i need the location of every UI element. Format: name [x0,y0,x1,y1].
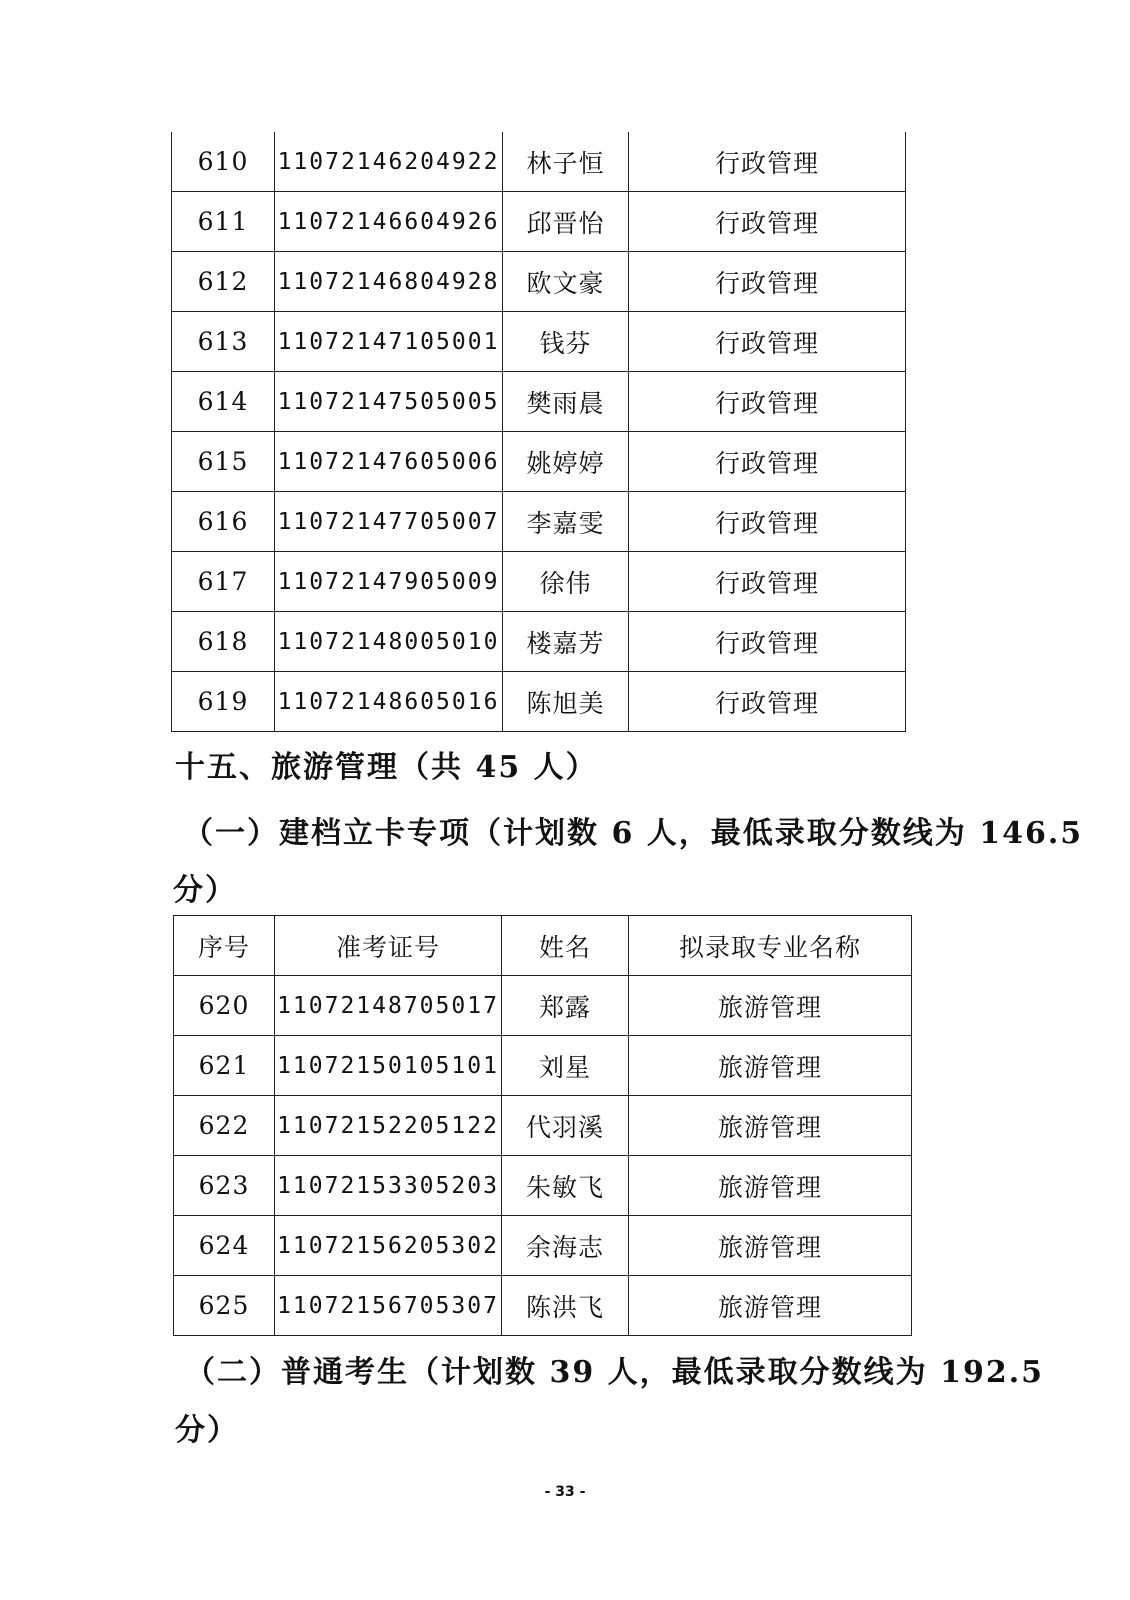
cell-exam-id: 11072156205302 [275,1216,502,1276]
table-row [172,252,906,312]
table-row [174,1156,912,1216]
cell-major: 行政管理 [629,612,906,672]
cell-exam-id: 11072147105001 [275,312,503,372]
cell-no: 613 [172,312,275,372]
cell-major: 行政管理 [629,552,906,612]
cell-no: 615 [172,432,275,492]
table-row [174,976,912,1036]
subsection-heading-special-line1: （一）建档立卡专项（计划数 6 人，最低录取分数线为 146.5 [183,816,1084,851]
table-row [174,1036,912,1096]
cell-major: 行政管理 [629,372,906,432]
cell-name: 郑露 [502,976,629,1036]
cell-exam-id: 11072146804928 [275,252,503,312]
cell-name: 陈旭美 [503,672,629,732]
cell-exam-id: 11072148005010 [275,612,503,672]
cell-major: 行政管理 [629,132,906,192]
table-row [172,672,906,732]
table-row [172,192,906,252]
cell-name: 樊雨晨 [503,372,629,432]
table-row [172,552,906,612]
cell-name: 钱芬 [503,312,629,372]
cell-name: 林子恒 [503,132,629,192]
cell-exam-id: 11072147605006 [275,432,503,492]
header-name: 姓名 [502,916,629,976]
subsection-heading-regular-line1: （二）普通考生（计划数 39 人，最低录取分数线为 192.5 [185,1355,1045,1390]
cell-no: 610 [172,132,275,192]
table-body [172,132,906,732]
cell-exam-id: 11072153305203 [275,1156,502,1216]
cell-name: 陈洪飞 [502,1276,629,1336]
cell-name: 徐伟 [503,552,629,612]
cell-major: 行政管理 [629,672,906,732]
cell-exam-id: 11072156705307 [275,1276,502,1336]
cell-name: 朱敏飞 [502,1156,629,1216]
cell-major: 行政管理 [629,432,906,492]
cell-no: 624 [174,1216,275,1276]
admission-table-tourism-mgmt [173,915,912,1336]
cell-name: 欧文豪 [503,252,629,312]
cell-major: 旅游管理 [629,976,912,1036]
cell-major: 行政管理 [629,312,906,372]
cell-exam-id: 11072148605016 [275,672,503,732]
header-exam-id: 准考证号 [275,916,502,976]
header-no: 序号 [174,916,275,976]
cell-no: 620 [174,976,275,1036]
cell-major: 行政管理 [629,252,906,312]
table-row [174,1276,912,1336]
cell-major: 行政管理 [629,492,906,552]
table-row [174,1216,912,1276]
cell-no: 618 [172,612,275,672]
table-body [174,976,912,1336]
table-row [172,312,906,372]
cell-exam-id: 11072146204922 [275,132,503,192]
cell-no: 619 [172,672,275,732]
section-heading-tourism: 十五、旅游管理（共 45 人） [175,750,598,785]
table-header-row [174,916,912,976]
cell-no: 614 [172,372,275,432]
cell-no: 623 [174,1156,275,1216]
cell-exam-id: 11072148705017 [275,976,502,1036]
cell-exam-id: 11072147905009 [275,552,503,612]
table-row [174,1096,912,1156]
cell-name: 余海志 [502,1216,629,1276]
cell-no: 616 [172,492,275,552]
cell-exam-id: 11072147705007 [275,492,503,552]
cell-no: 612 [172,252,275,312]
cell-no: 617 [172,552,275,612]
table-row [172,372,906,432]
cell-major: 旅游管理 [629,1036,912,1096]
cell-major: 旅游管理 [629,1156,912,1216]
table-row [172,612,906,672]
cell-major: 旅游管理 [629,1096,912,1156]
cell-major: 旅游管理 [629,1276,912,1336]
cell-major: 行政管理 [629,192,906,252]
cell-name: 邱晋怡 [503,192,629,252]
page-number: - 33 - [544,1484,586,1500]
cell-exam-id: 11072150105101 [275,1036,502,1096]
cell-exam-id: 11072146604926 [275,192,503,252]
cell-name: 李嘉雯 [503,492,629,552]
cell-name: 刘星 [502,1036,629,1096]
cell-major: 旅游管理 [629,1216,912,1276]
cell-no: 625 [174,1276,275,1336]
cell-no: 621 [174,1036,275,1096]
cell-exam-id: 11072147505005 [275,372,503,432]
table-row [172,432,906,492]
cell-no: 611 [172,192,275,252]
table-row [172,132,906,192]
cell-name: 楼嘉芳 [503,612,629,672]
cell-name: 代羽溪 [502,1096,629,1156]
header-major: 拟录取专业名称 [629,916,912,976]
cell-exam-id: 11072152205122 [275,1096,502,1156]
cell-no: 622 [174,1096,275,1156]
subsection-heading-regular-line2: 分） [175,1413,239,1448]
table-row [172,492,906,552]
cell-name: 姚婷婷 [503,432,629,492]
admission-table-admin-mgmt [171,132,906,732]
subsection-heading-special-line2: 分） [173,873,237,908]
